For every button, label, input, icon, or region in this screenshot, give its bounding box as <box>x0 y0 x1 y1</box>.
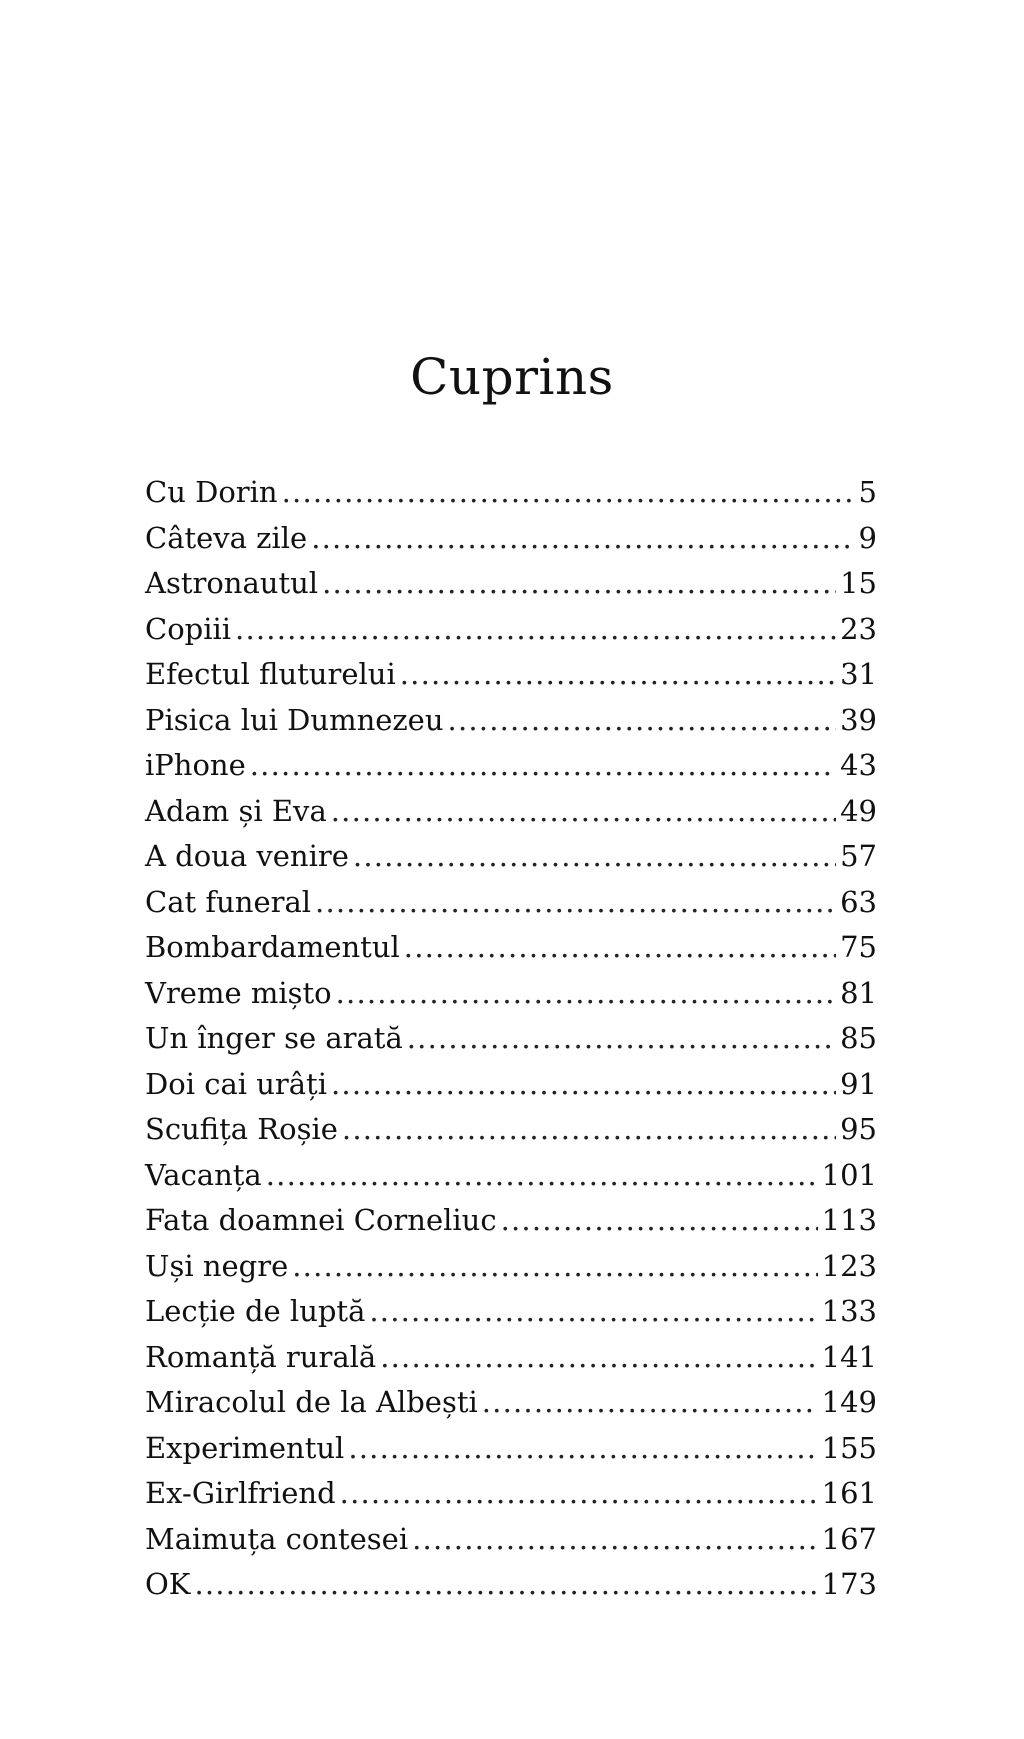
dot-leader <box>331 1062 836 1108</box>
toc-entry-page: 95 <box>840 1112 877 1146</box>
dot-leader <box>501 1198 818 1244</box>
toc-entry-title: Cu Dorin <box>145 475 278 509</box>
toc-entry-page: 57 <box>840 839 877 873</box>
dot-leader <box>400 652 836 698</box>
dot-leader <box>194 1562 817 1608</box>
toc-entry-page: 15 <box>840 566 877 600</box>
toc-entry-page: 81 <box>840 975 877 1010</box>
toc-entry-page: 149 <box>821 1385 877 1419</box>
toc-entry-title: Copiii <box>145 611 232 646</box>
toc-entry-title: Un înger se arată <box>145 1021 403 1055</box>
toc-entry-page: 123 <box>821 1248 877 1283</box>
toc-entry-title: Efectul fluturelui <box>145 657 396 691</box>
toc-entry-page: 161 <box>821 1476 877 1510</box>
toc-entry-page: 9 <box>858 520 877 555</box>
toc-entry[interactable] <box>145 1426 877 1472</box>
toc-entry-title: Câteva zile <box>145 520 308 555</box>
toc-entry-title: A doua venire <box>145 839 349 873</box>
toc-entry-page: 5 <box>858 475 877 509</box>
toc-entry-title: Vreme mișto <box>145 975 332 1010</box>
dot-leader <box>404 925 836 971</box>
toc-entry[interactable] <box>145 1562 877 1608</box>
toc-entry[interactable] <box>145 834 877 880</box>
dot-leader <box>235 607 836 653</box>
dot-leader <box>315 880 836 926</box>
toc-entry[interactable] <box>145 1289 877 1335</box>
dot-leader <box>448 698 837 744</box>
dot-leader <box>340 1471 818 1517</box>
toc-entry-title: Adam și Eva <box>145 793 327 828</box>
toc-entry-title: Vacanța <box>145 1157 262 1192</box>
toc-entry[interactable] <box>145 971 877 1017</box>
toc-entry-page: 43 <box>840 748 877 782</box>
toc-entry-page: 39 <box>840 702 877 737</box>
toc-entry-title: Pisica lui Dumnezeu <box>145 702 444 737</box>
toc-entry-title: Fata doamnei Corneliuc <box>145 1203 497 1237</box>
toc-entry-title: Miracolul de la Albești <box>145 1385 478 1419</box>
toc-entry[interactable] <box>145 1335 877 1381</box>
toc-entry[interactable] <box>145 561 877 607</box>
toc-entry[interactable] <box>145 1016 877 1062</box>
toc-entry-title: Maimuța contesei <box>145 1521 409 1556</box>
toc-entry-title: iPhone <box>145 748 246 782</box>
toc-entry-page: 141 <box>821 1339 877 1374</box>
toc-entry[interactable] <box>145 1198 877 1244</box>
toc-entry[interactable] <box>145 789 877 835</box>
toc-entry-title: Experimentul <box>145 1430 345 1465</box>
dot-leader <box>292 1244 817 1290</box>
toc-entry-page: 75 <box>840 930 877 964</box>
toc-entry[interactable] <box>145 1471 877 1517</box>
toc-entry[interactable] <box>145 925 877 971</box>
toc-entry-page: 173 <box>821 1567 877 1601</box>
toc-entry-page: 167 <box>821 1521 877 1556</box>
dot-leader <box>311 516 854 562</box>
toc-entry[interactable] <box>145 652 877 698</box>
toc-entry[interactable] <box>145 1153 877 1199</box>
toc-entry[interactable] <box>145 516 877 562</box>
toc-entry[interactable] <box>145 607 877 653</box>
toc-entry-page: 91 <box>840 1066 877 1101</box>
toc-entry[interactable] <box>145 880 877 926</box>
dot-leader <box>282 470 855 516</box>
toc-entry[interactable] <box>145 1380 877 1426</box>
toc-entry-page: 101 <box>821 1157 877 1192</box>
toc-entry-page: 85 <box>840 1021 877 1055</box>
toc-entry-title: Uși negre <box>145 1248 289 1283</box>
dot-leader <box>407 1016 836 1062</box>
toc-entry-page: 31 <box>840 657 877 691</box>
toc-entry[interactable] <box>145 698 877 744</box>
dot-leader <box>266 1153 818 1199</box>
toc-entry[interactable] <box>145 1062 877 1108</box>
table-of-contents <box>145 470 877 1608</box>
toc-entry-page: 113 <box>821 1203 877 1237</box>
dot-leader <box>353 834 836 880</box>
toc-entry[interactable] <box>145 1107 877 1153</box>
toc-entry-title: Lecție de luptă <box>145 1294 366 1328</box>
toc-entry[interactable] <box>145 470 877 516</box>
dot-leader <box>412 1517 818 1563</box>
toc-entry-title: Scufița Roșie <box>145 1112 338 1146</box>
dot-leader <box>331 789 836 835</box>
toc-entry-page: 49 <box>840 793 877 828</box>
toc-entry-page: 23 <box>840 611 877 646</box>
toc-entry[interactable] <box>145 1244 877 1290</box>
toc-entry-title: Bombardamentul <box>145 930 400 964</box>
toc-entry-title: Doi cai urâți <box>145 1066 327 1101</box>
toc-entry-title: Astronautul <box>145 566 319 600</box>
dot-leader <box>380 1335 817 1381</box>
dot-leader <box>342 1107 836 1153</box>
toc-entry-page: 63 <box>840 884 877 919</box>
toc-entry-page: 155 <box>821 1430 877 1465</box>
page-title: Cuprins <box>410 348 614 406</box>
dot-leader <box>369 1289 817 1335</box>
toc-entry[interactable] <box>145 1517 877 1563</box>
dot-leader <box>336 971 836 1017</box>
dot-leader <box>322 561 836 607</box>
toc-entry-title: OK <box>145 1567 191 1601</box>
dot-leader <box>482 1380 818 1426</box>
toc-entry[interactable] <box>145 743 877 789</box>
dot-leader <box>348 1426 817 1472</box>
toc-entry-title: Cat funeral <box>145 884 312 919</box>
toc-entry-page: 133 <box>821 1294 877 1328</box>
dot-leader <box>250 743 836 789</box>
toc-entry-title: Romanță rurală <box>145 1339 377 1374</box>
toc-entry-title: Ex-Girlfriend <box>145 1476 336 1510</box>
